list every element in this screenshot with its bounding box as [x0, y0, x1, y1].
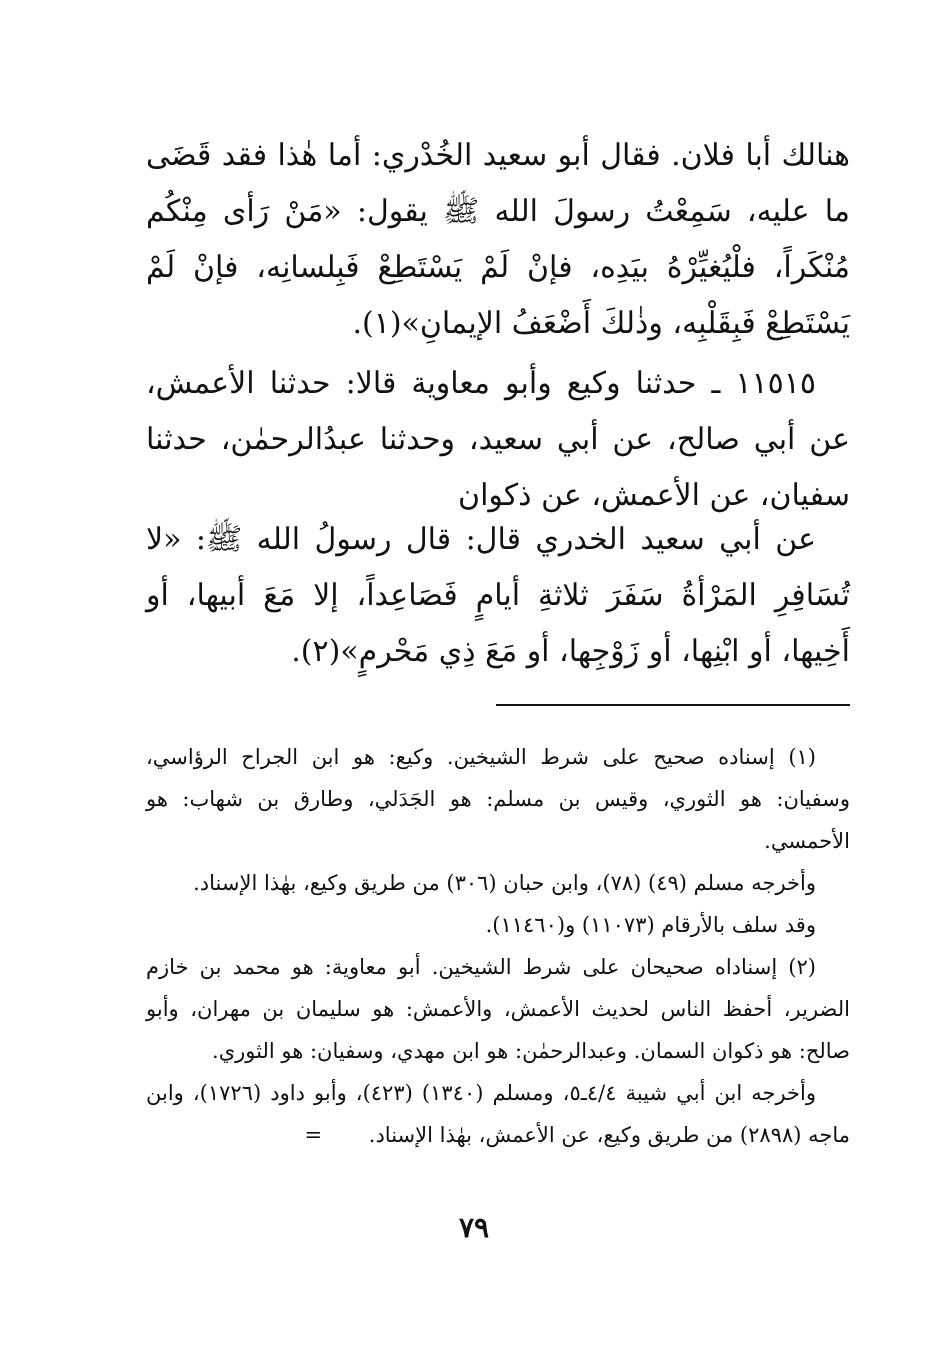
- footnote-2-text: (٢) إسناداه صحيحان على شرط الشيخين. أبو معاوية: هو محمد بن خازم الضرير، أحفظ الناس لحديث الأعمش، والأعمش: هو سليمان بن مهران، وأبو صالح: هو ذكوان السمان. وعبدالرحمٰن: هو ابن مهدي، وسفيان: هو الثوري.: [146, 955, 850, 1063]
- main-text-paragraph-2: [146, 356, 850, 524]
- hadith-isnad-11515: ١١٥١٥ ـ حدثنا وكيع وأبو معاوية قالا: حدثنا الأعمش، عن أبي صالح، عن أبي سعيد، وحدثنا عبدُالرحمٰن، حدثنا سفيان، عن الأعمش، عن ذكوان: [146, 366, 850, 513]
- hadith-matn-11515: عن أبي سعيد الخدري قال: قال رسولُ الله ﷺ: «لا تُسَافِرِ المَرْأةُ سَفَرَ ثلاثةِ أيامٍ فَصَاعِداً، إلا مَعَ أبيها، أو أَخِيها، أو ابْنِها، أو زَوْجِها، أو مَعَ ذِي مَحْرمٍ»(٢).: [146, 522, 850, 669]
- main-text-paragraph-3: [146, 512, 850, 680]
- page-number: ٧٩: [458, 1211, 490, 1244]
- footnote-2-takhrij: [146, 1072, 850, 1156]
- footnotes: [146, 736, 850, 1156]
- footnote-1-text: (١) إسناده صحيح على شرط الشيخين. وكيع: هو ابن الجراح الرؤاسي، وسفيان: هو الثوري، وقيس بن مسلم: هو الجَدَلي، وطارق بن شهاب: هو الأحمسي.: [146, 745, 850, 853]
- footnote-continuation-mark: =: [304, 1123, 323, 1147]
- footnote-2-takhrij-text: وأخرجه ابن أبي شيبة ٤/٤ـ٥، ومسلم (١٣٤٠) (٤٢٣)، وأبو داود (١٧٢٦)، وابن ماجه (٢٨٩٨) من طريق وكيع، عن الأعمش، بهٰذا الإسناد.: [146, 1081, 850, 1147]
- footnote-1-takhrij: وأخرجه مسلم (٤٩) (٧٨)، وابن حبان (٣٠٦) من طريق وكيع، بهٰذا الإسناد.: [193, 871, 816, 895]
- footnote-divider: [496, 704, 850, 706]
- main-text-paragraph-1: [146, 128, 850, 352]
- footnote-1-reference: وقد سلف بالأرقام (١١٠٧٣) و(١١٤٦٠).: [485, 913, 816, 937]
- hadith-text-continuation: هنالك أبا فلان. فقال أبو سعيد الخُدْري: أما هٰذا فقد قَضَى ما عليه، سَمِعْتُ رسولَ الله ﷺ يقول: «مَنْ رَأى مِنْكُم مُنْكَراً، فلْيُغيِّرْهُ بيَدِه، فإنْ لَمْ يَسْتَطِعْ فَبِلسانِه، فإنْ لَمْ يَسْتَطِعْ فَبِقَلْبِه، وذٰلكَ أَضْعَفُ الإيمانِ»(١).: [146, 138, 850, 341]
